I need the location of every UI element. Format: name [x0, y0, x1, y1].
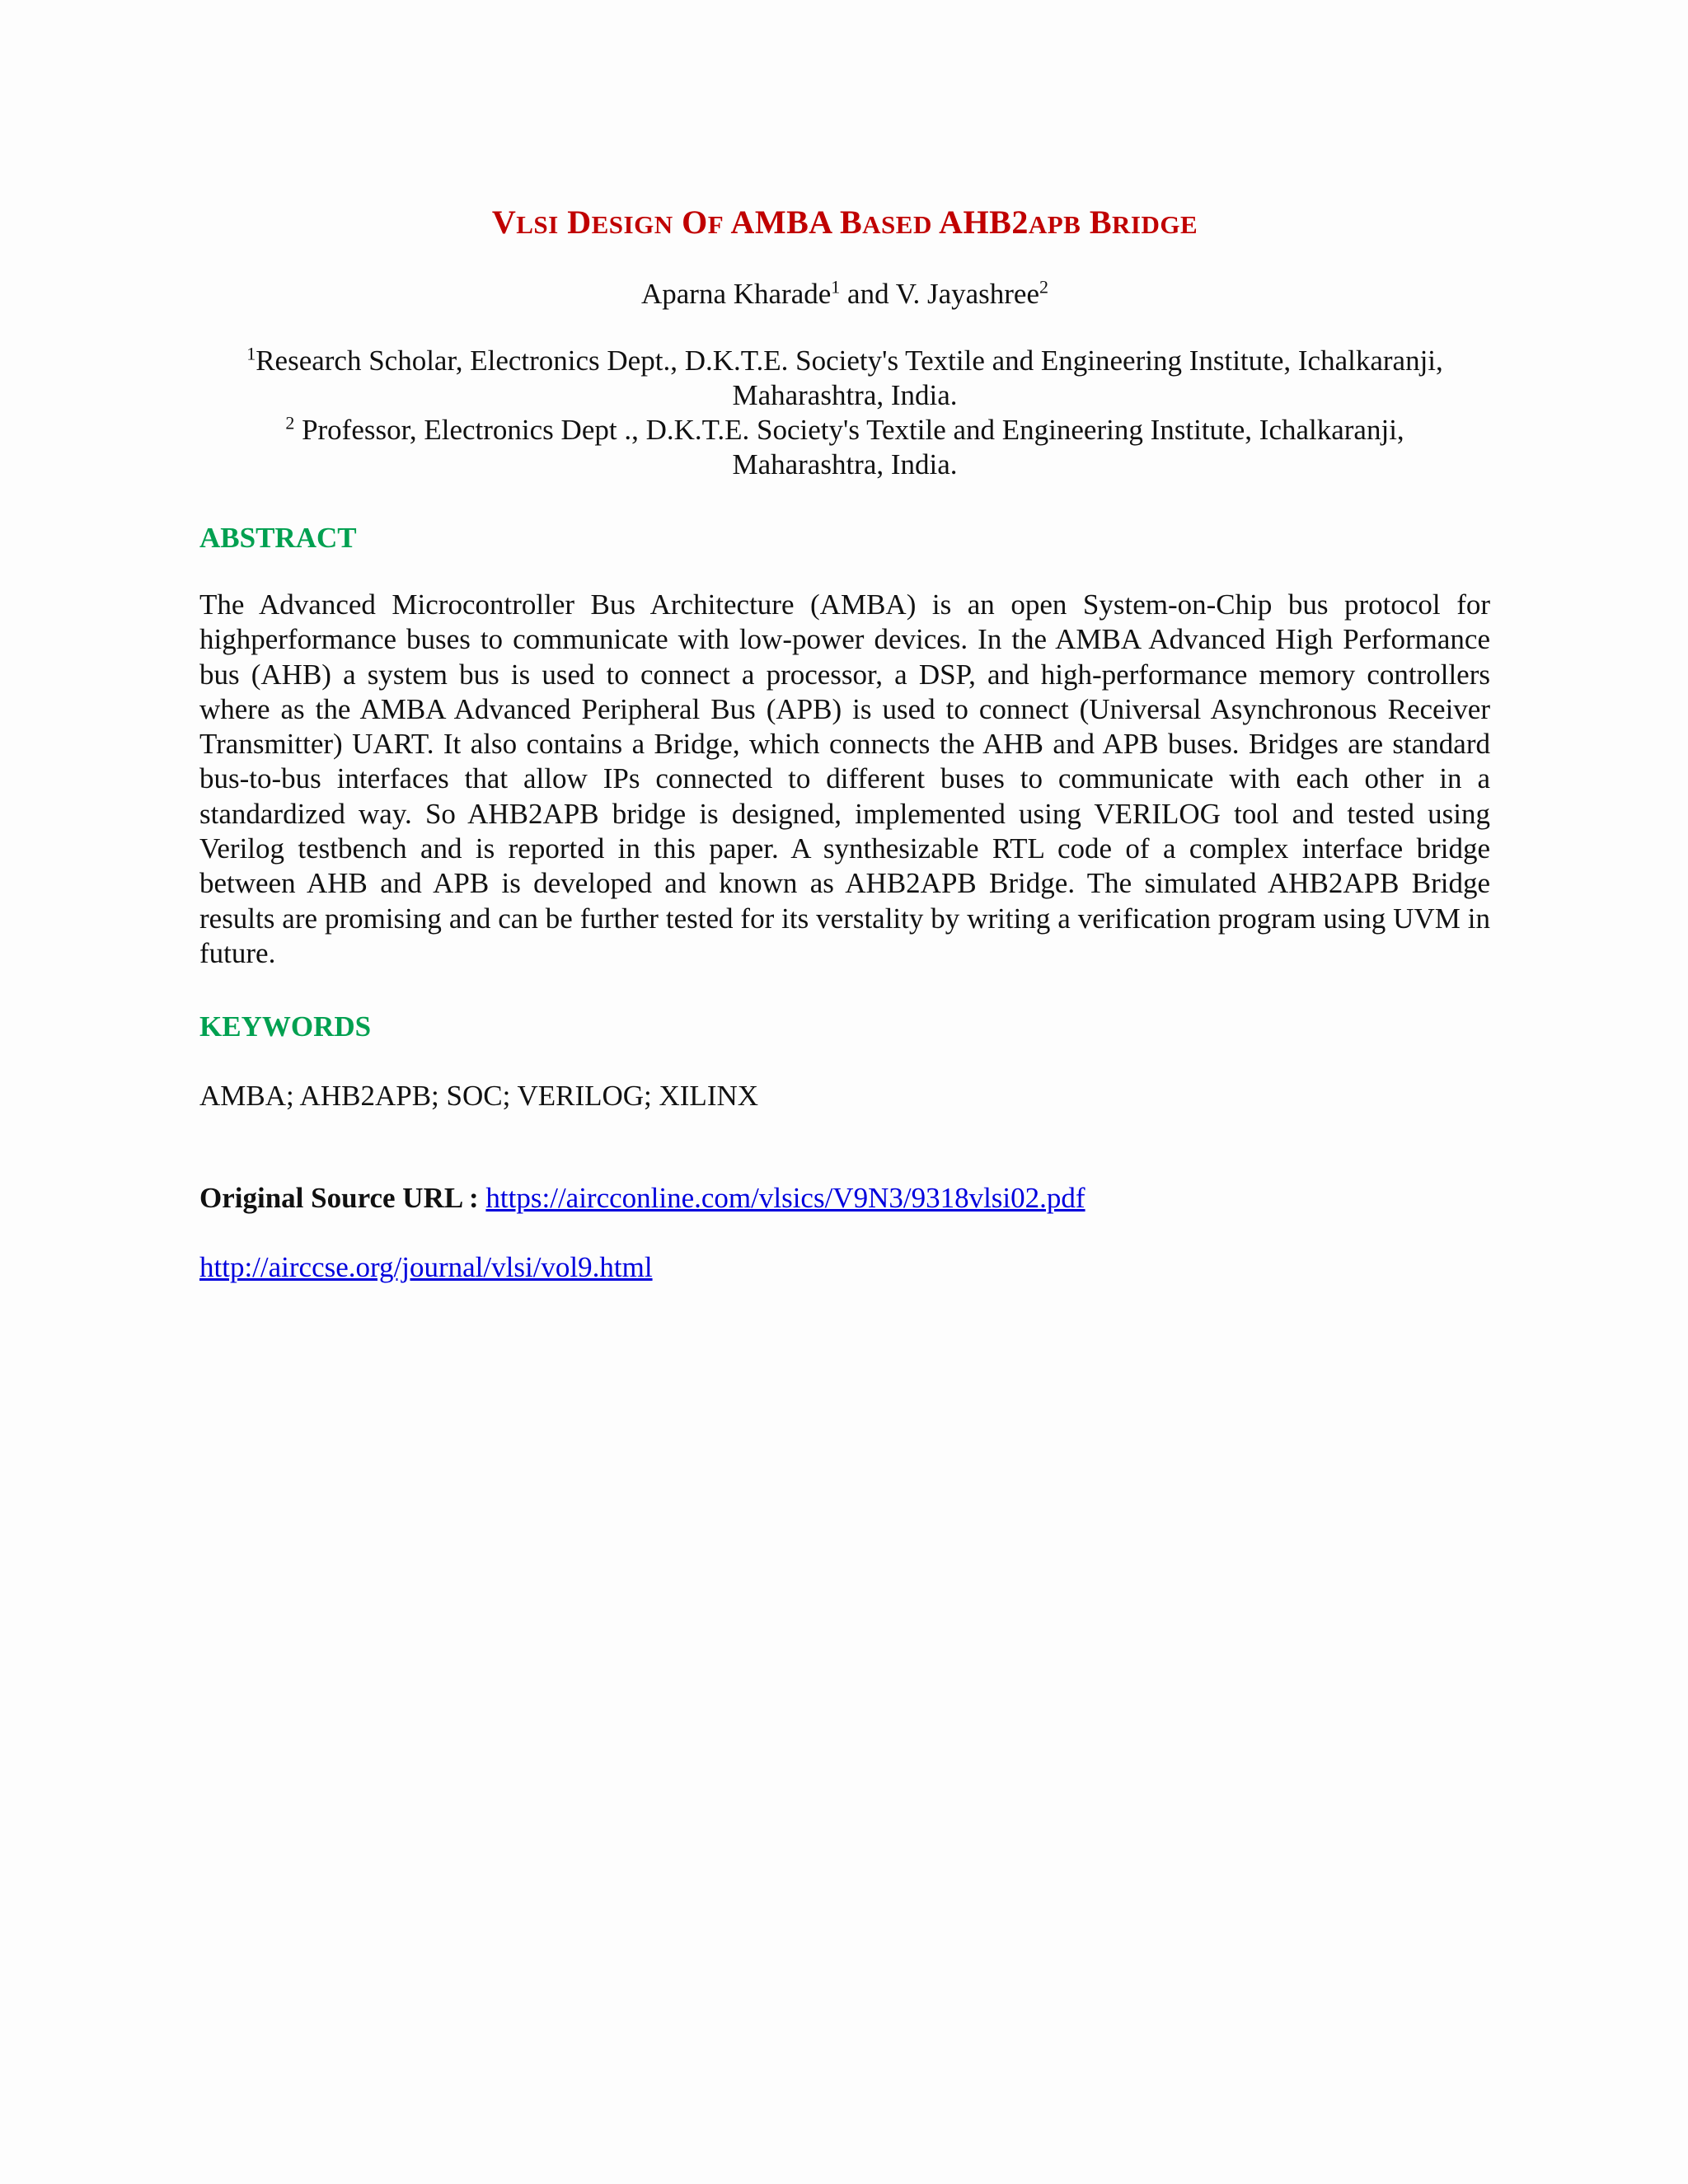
- title-smallcaps: LSI: [516, 210, 559, 239]
- title-cap: V: [491, 204, 517, 241]
- journal-url-link[interactable]: http://airccse.org/journal/vlsi/vol9.html: [199, 1251, 653, 1284]
- affiliation-text: Research Scholar, Electronics Dept., D.K.T.E. Society's Textile and Engineering Institute, Ichalkaranji,: [256, 344, 1443, 377]
- author-affiliation-marker: 1: [831, 276, 841, 298]
- title-word: [1090, 204, 1198, 241]
- affiliation-marker: 1: [246, 343, 256, 364]
- affiliation-2: [199, 413, 1490, 448]
- title-cap: O: [682, 204, 708, 241]
- title-smallcaps: ASED: [862, 210, 932, 239]
- title-word: [730, 204, 831, 241]
- title-cap: AHB2: [939, 204, 1029, 241]
- affiliation-1-location: Maharashtra, India.: [732, 379, 958, 411]
- affiliation-2-location: Maharashtra, India.: [732, 448, 958, 480]
- title-cap: AMBA: [730, 204, 832, 241]
- affiliation-text: Professor, Electronics Dept ., D.K.T.E. Society's Textile and Engineering Institute, Ichalkaranji,: [294, 414, 1404, 446]
- title-cap: B: [839, 204, 863, 241]
- author-name: Aparna Kharade: [640, 278, 832, 310]
- title-cap: D: [567, 204, 592, 241]
- affiliations: [199, 344, 1490, 482]
- title-smallcaps: F: [707, 210, 724, 239]
- title-smallcaps: ESIGN: [591, 210, 673, 239]
- title-cap: B: [1089, 204, 1113, 241]
- paper-content: [199, 198, 1490, 1287]
- affiliation-marker: 2: [285, 412, 295, 434]
- title-word: [567, 204, 673, 241]
- paper-title: [199, 198, 1490, 250]
- title-word: [939, 204, 1081, 241]
- title-word: [682, 204, 724, 241]
- affiliation-1: [199, 344, 1490, 378]
- journal-url-line: [199, 1248, 1490, 1287]
- abstract-heading: ABSTRACT: [199, 522, 357, 554]
- abstract-text: The Advanced Microcontroller Bus Architecture (AMBA) is an open System-on-Chip bus protocol for highperformance buses to communicate with low-power devices. In the AMBA Advanced High Performance bus (AHB) a system bus is used to connect a processor, a DSP, and high-performance memory controllers where as the AMBA Advanced Peripheral Bus (APB) is used to connect (Universal Asynchronous Receiver Transmitter) UART. It also contains a Bridge, which connects the AHB and APB buses. Bridges are standard bus-to-bus interfaces that allow IPs connected to different buses to communicate with each other in a standardized way. So AHB2APB bridge is designed, implemented using VERILOG tool and tested using Verilog testbench and is reported in this paper. A synthesizable RTL code of a complex interface bridge between AHB and APB is developed and known as AHB2APB Bridge. The simulated AHB2APB Bridge results are promising and can be further tested for its verstality by writing a verification program using UVM in future.: [199, 588, 1490, 969]
- source-url-link[interactable]: https://aircconline.com/vlsics/V9N3/9318vlsi02.pdf: [485, 1182, 1085, 1215]
- title-word: [840, 204, 932, 241]
- title-smallcaps: APB: [1028, 210, 1081, 239]
- author-line: [199, 274, 1490, 314]
- source-url-label: Original Source URL :: [199, 1182, 479, 1215]
- author-affiliation-marker: 2: [1039, 276, 1049, 298]
- title-smallcaps: RIDGE: [1112, 210, 1198, 239]
- title-word: [492, 204, 559, 241]
- author-name: V. Jayashree: [895, 278, 1040, 310]
- keywords-heading: KEYWORDS: [199, 1010, 372, 1043]
- author-joiner: and: [847, 278, 889, 310]
- source-url-line: [199, 1179, 1490, 1218]
- keywords-text: AMBA; AHB2APB; SOC; VERILOG; XILINX: [199, 1080, 759, 1113]
